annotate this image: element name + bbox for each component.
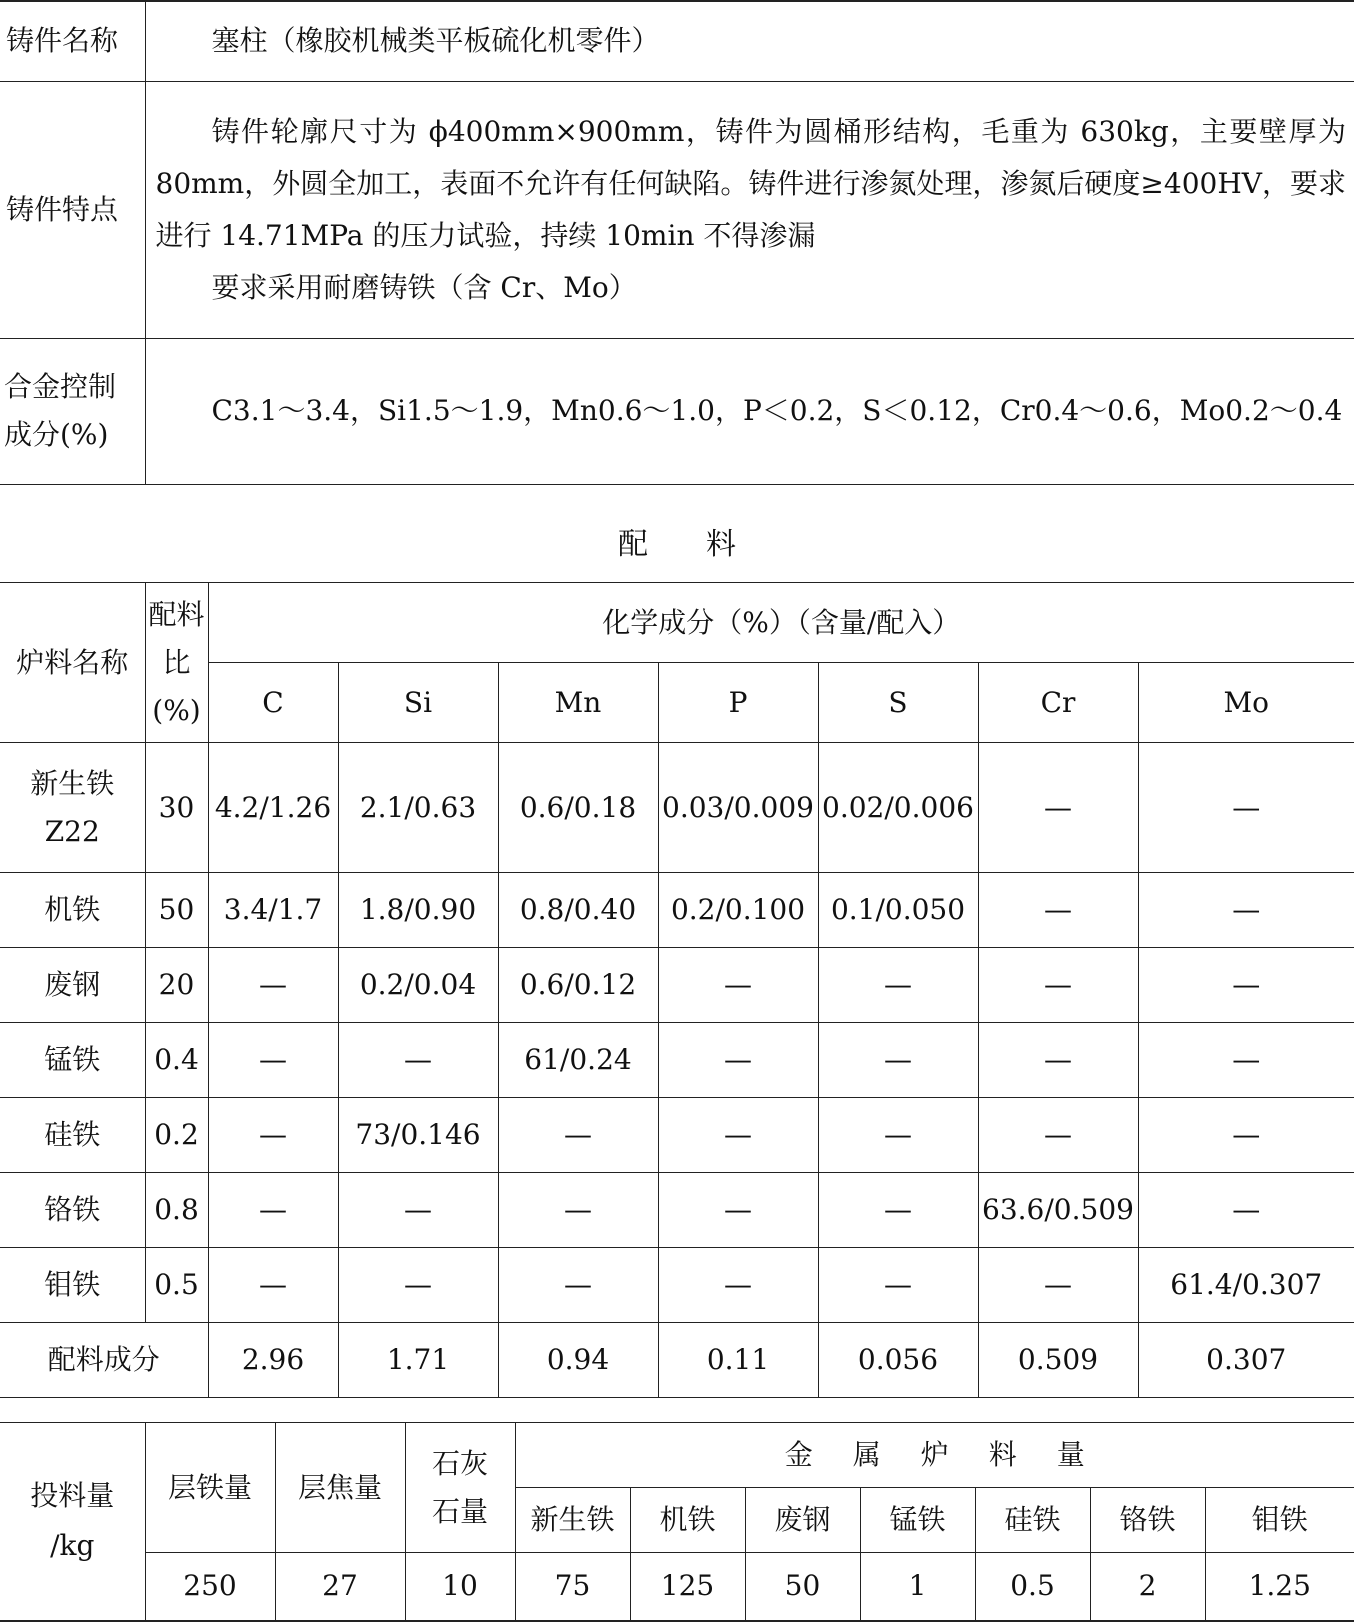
alloy-composition-cell bbox=[145, 338, 1354, 484]
limestone-value: 10 bbox=[405, 1553, 515, 1621]
casting-name-label: 铸件名称 bbox=[0, 1, 145, 81]
ratio-value: 30 bbox=[145, 743, 208, 873]
si-value: 73/0.146 bbox=[338, 1098, 498, 1173]
mo-value: — bbox=[1138, 1098, 1354, 1173]
si-value: — bbox=[338, 1248, 498, 1323]
limestone-header bbox=[405, 1423, 515, 1553]
cr-value: — bbox=[978, 873, 1138, 948]
p-value: — bbox=[658, 1248, 818, 1323]
alloy-composition-row bbox=[0, 338, 1354, 484]
s-value: — bbox=[818, 1023, 978, 1098]
section-title: 配料 bbox=[618, 527, 794, 562]
cr-value: — bbox=[978, 743, 1138, 873]
material-name: 废钢 bbox=[0, 948, 145, 1023]
mo-value: — bbox=[1138, 1173, 1354, 1248]
metal-header-ferromanganese: 锰铁 bbox=[860, 1488, 975, 1553]
new-pig-iron-value: 75 bbox=[515, 1553, 630, 1621]
mo-value: — bbox=[1138, 948, 1354, 1023]
table-row bbox=[0, 1248, 1354, 1323]
si-value: — bbox=[338, 1023, 498, 1098]
table-row bbox=[0, 948, 1354, 1023]
metal-header-new-pig-iron: 新生铁 bbox=[515, 1488, 630, 1553]
metal-header-ferromolybdenum: 钼铁 bbox=[1205, 1488, 1354, 1553]
ratio-header-line-1: 配料 bbox=[148, 597, 205, 631]
element-header-mo: Mo bbox=[1138, 663, 1354, 743]
element-header-s: S bbox=[818, 663, 978, 743]
ferromolybdenum-value: 1.25 bbox=[1205, 1553, 1354, 1621]
si-value: — bbox=[338, 1173, 498, 1248]
total-si-value: 1.71 bbox=[338, 1323, 498, 1398]
total-c-value: 2.96 bbox=[208, 1323, 338, 1398]
mn-value: 0.8/0.40 bbox=[498, 873, 658, 948]
mn-value: 0.6/0.12 bbox=[498, 948, 658, 1023]
material-name: 钼铁 bbox=[0, 1248, 145, 1323]
cr-value: 63.6/0.509 bbox=[978, 1173, 1138, 1248]
ferromanganese-value: 1 bbox=[860, 1553, 975, 1621]
ratio-value: 0.4 bbox=[145, 1023, 208, 1098]
coke-layer-header: 层焦量 bbox=[275, 1423, 405, 1553]
c-value: — bbox=[208, 1023, 338, 1098]
p-value: 0.03/0.009 bbox=[658, 743, 818, 873]
table-row bbox=[0, 1173, 1354, 1248]
c-value: — bbox=[208, 1098, 338, 1173]
mn-value: — bbox=[498, 1248, 658, 1323]
material-name: 机铁 bbox=[0, 873, 145, 948]
cr-value: — bbox=[978, 1098, 1138, 1173]
limestone-header-line-2: 石量 bbox=[431, 1494, 488, 1528]
ratio-header bbox=[145, 583, 208, 743]
charge-header-row-1 bbox=[0, 1423, 1354, 1488]
charge-quantity-label bbox=[0, 1423, 145, 1621]
table-row bbox=[0, 1023, 1354, 1098]
batching-total-label: 配料成分 bbox=[0, 1323, 208, 1398]
metal-header-scrap-steel: 废钢 bbox=[745, 1488, 860, 1553]
element-header-mn: Mn bbox=[498, 663, 658, 743]
total-p-value: 0.11 bbox=[658, 1323, 818, 1398]
mo-value: — bbox=[1138, 873, 1354, 948]
si-value: 2.1/0.63 bbox=[338, 743, 498, 873]
charge-values-row bbox=[0, 1553, 1354, 1621]
mn-value: 0.6/0.18 bbox=[498, 743, 658, 873]
p-value: 0.2/0.100 bbox=[658, 873, 818, 948]
mn-value: 61/0.24 bbox=[498, 1023, 658, 1098]
charge-quantity-table bbox=[0, 1422, 1354, 1622]
material-name: 硅铁 bbox=[0, 1098, 145, 1173]
ferrosilicon-value: 0.5 bbox=[975, 1553, 1090, 1621]
ratio-value: 0.8 bbox=[145, 1173, 208, 1248]
table-row bbox=[0, 1098, 1354, 1173]
cr-value: — bbox=[978, 1248, 1138, 1323]
ratio-value: 20 bbox=[145, 948, 208, 1023]
si-value: 0.2/0.04 bbox=[338, 948, 498, 1023]
total-mo-value: 0.307 bbox=[1138, 1323, 1354, 1398]
casting-name-row bbox=[0, 1, 1354, 81]
cr-value: — bbox=[978, 1023, 1138, 1098]
iron-layer-value: 250 bbox=[145, 1553, 275, 1621]
ratio-header-line-3: (%) bbox=[152, 693, 201, 727]
material-name-line-1: 新生铁 bbox=[30, 766, 115, 800]
p-value: — bbox=[658, 1023, 818, 1098]
c-value: — bbox=[208, 1173, 338, 1248]
s-value: — bbox=[818, 1098, 978, 1173]
s-value: — bbox=[818, 1173, 978, 1248]
alloy-label-line-2: 成分(%) bbox=[4, 418, 109, 451]
element-header-p: P bbox=[658, 663, 818, 743]
total-mn-value: 0.94 bbox=[498, 1323, 658, 1398]
metal-header-ferrosilicon: 硅铁 bbox=[975, 1488, 1090, 1553]
material-name bbox=[0, 743, 145, 873]
mo-value: 61.4/0.307 bbox=[1138, 1248, 1354, 1323]
casting-name-cell bbox=[145, 1, 1354, 81]
p-value: — bbox=[658, 948, 818, 1023]
element-header-c: C bbox=[208, 663, 338, 743]
total-s-value: 0.056 bbox=[818, 1323, 978, 1398]
alloy-composition-value: C3.1～3.4，Si1.5～1.9，Mn0.6～1.0，P＜0.2，S＜0.12，Cr0.4～0.6，Mo0.2～0.4 bbox=[211, 394, 1343, 427]
chemical-composition-header: 化学成分（%）（含量/配入） bbox=[208, 583, 1354, 663]
element-header-cr: Cr bbox=[978, 663, 1138, 743]
c-value: 4.2/1.26 bbox=[208, 743, 338, 873]
table-row bbox=[0, 873, 1354, 948]
metal-header-machine-iron: 机铁 bbox=[630, 1488, 745, 1553]
mn-value: — bbox=[498, 1098, 658, 1173]
ratio-value: 50 bbox=[145, 873, 208, 948]
metal-charge-header-text: 金属炉料量 bbox=[784, 1438, 1125, 1472]
casting-feature-line-2: 要求采用耐磨铸铁（含 Cr、Mo） bbox=[211, 270, 637, 304]
material-name-line-2: Z22 bbox=[44, 814, 100, 848]
casting-name-value: 塞柱（橡胶机械类平板硫化机零件） bbox=[211, 24, 660, 58]
casting-feature-row bbox=[0, 81, 1354, 338]
coke-layer-value: 27 bbox=[275, 1553, 405, 1621]
alloy-label-line-1: 合金控制 bbox=[4, 370, 117, 403]
p-value: — bbox=[658, 1098, 818, 1173]
si-value: 1.8/0.90 bbox=[338, 873, 498, 948]
mn-value: — bbox=[498, 1173, 658, 1248]
material-name: 铬铁 bbox=[0, 1173, 145, 1248]
ferrochrome-value: 2 bbox=[1090, 1553, 1205, 1621]
ratio-header-line-2: 比 bbox=[162, 645, 191, 679]
s-value: 0.1/0.050 bbox=[818, 873, 978, 948]
material-name-header: 炉料名称 bbox=[0, 583, 145, 743]
charge-label-line-1: 投料量 bbox=[30, 1479, 115, 1513]
batching-table bbox=[0, 582, 1354, 1398]
mo-value: — bbox=[1138, 1023, 1354, 1098]
scrap-steel-value: 50 bbox=[745, 1553, 860, 1621]
alloy-composition-label bbox=[0, 338, 145, 484]
limestone-header-line-1: 石灰 bbox=[431, 1446, 488, 1480]
charge-label-line-2: /kg bbox=[50, 1529, 95, 1563]
casting-info-table bbox=[0, 0, 1354, 485]
c-value: 3.4/1.7 bbox=[208, 873, 338, 948]
material-name: 锰铁 bbox=[0, 1023, 145, 1098]
cr-value: — bbox=[978, 948, 1138, 1023]
c-value: — bbox=[208, 948, 338, 1023]
casting-feature-line-1: 铸件轮廓尺寸为 ϕ400mm×900mm，铸件为圆桶形结构，毛重为 630kg，主要壁厚为 80mm，外圆全加工，表面不允许有任何缺陷。铸件进行渗氮处理，渗氮后硬度≥400HV，要求进行 14.71MPa 的压力试验，持续 10min 不得渗漏 bbox=[155, 114, 1346, 252]
s-value: 0.02/0.006 bbox=[818, 743, 978, 873]
iron-layer-header: 层铁量 bbox=[145, 1423, 275, 1553]
metal-header-ferrochrome: 铬铁 bbox=[1090, 1488, 1205, 1553]
batching-header-row-1 bbox=[0, 583, 1354, 663]
s-value: — bbox=[818, 1248, 978, 1323]
casting-feature-cell bbox=[145, 81, 1354, 338]
casting-feature-label: 铸件特点 bbox=[0, 81, 145, 338]
metal-charge-header bbox=[515, 1423, 1354, 1488]
machine-iron-value: 125 bbox=[630, 1553, 745, 1621]
batching-total-row bbox=[0, 1323, 1354, 1398]
element-header-si: Si bbox=[338, 663, 498, 743]
c-value: — bbox=[208, 1248, 338, 1323]
table-row bbox=[0, 743, 1354, 873]
p-value: — bbox=[658, 1173, 818, 1248]
total-cr-value: 0.509 bbox=[978, 1323, 1138, 1398]
mo-value: — bbox=[1138, 743, 1354, 873]
s-value: — bbox=[818, 948, 978, 1023]
ratio-value: 0.2 bbox=[145, 1098, 208, 1173]
ratio-value: 0.5 bbox=[145, 1248, 208, 1323]
